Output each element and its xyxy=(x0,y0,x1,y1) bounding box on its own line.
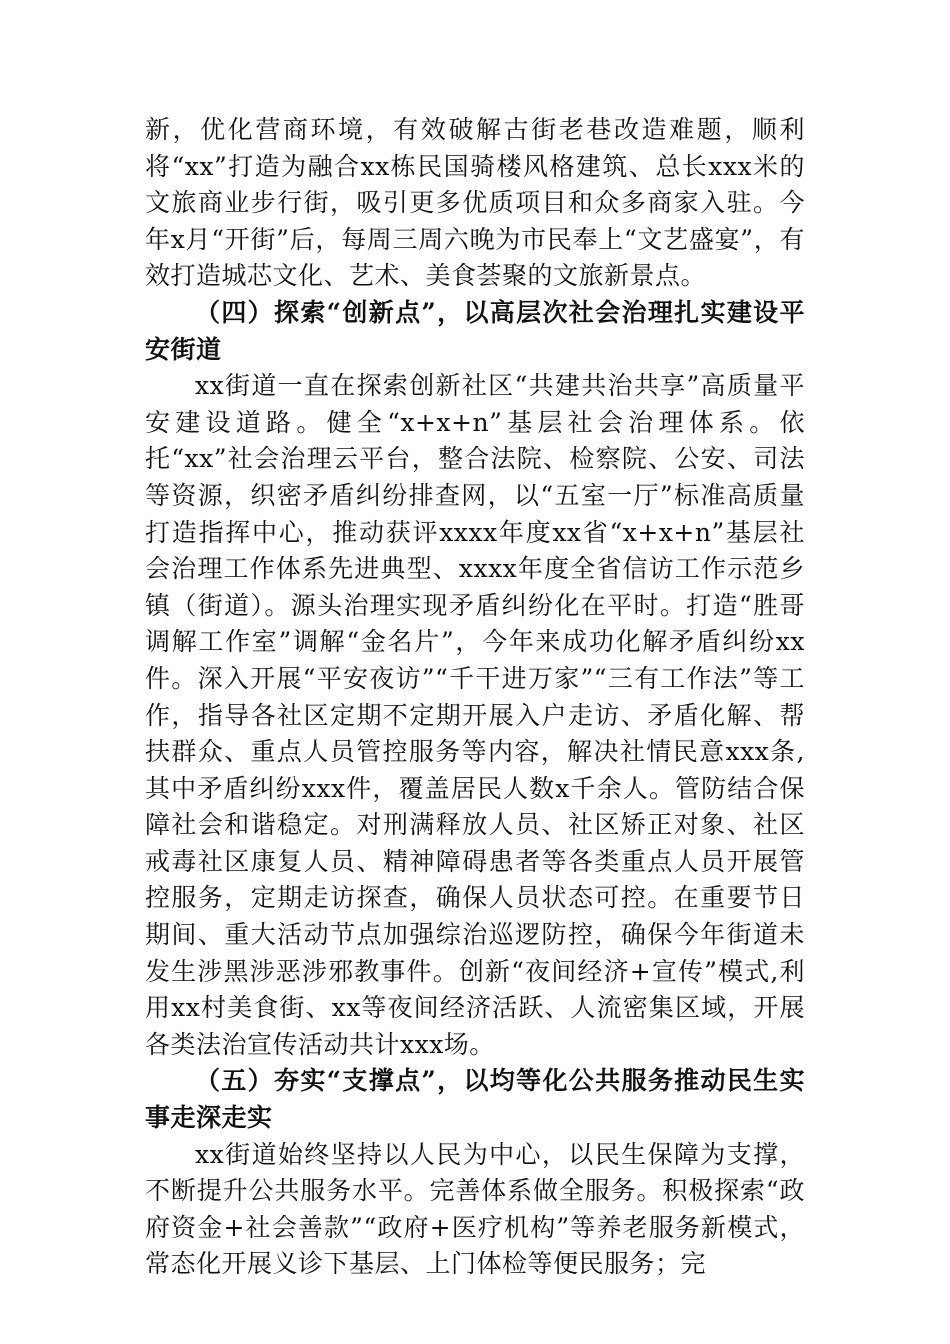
paragraph-section-5: xx街道始终坚持以人民为中心，以民生保障为支撑，不断提升公共服务水平。完善体系做全服务。积极探索“政府资金+社会善款”“政府+医疗机构”等养老服务新模式，常态化开展义诊下基层、上门体检等便民服务；完 xyxy=(145,1139,805,1279)
document-body xyxy=(145,112,805,1283)
paragraph-section-4: xx街道一直在探索创新社区“共建共治共享”高质量平安建设道路。健全“x+x+n”基层社会治理体系。依托“xx”社会治理云平台，整合法院、检察院、公安、司法等资源，织密矛盾纠纷排查网，以“五室一厅”标准高质量打造指挥中心，推动获评xxxx年度xx省“x+x+n”基层社会治理工作体系先进典型、xxxx年度全省信访工作示范乡镇（街道）。源头治理实现矛盾纠纷化在平时。打造“胜哥调解工作室”调解“金名片”，今年来成功化解矛盾纠纷xx件。深入开展“平安夜访”“千干进万家”“三有工作法”等工作，指导各社区定期不定期开展入户走访、矛盾化解、帮扶群众、重点人员管控服务等内容，解决社情民意xxx条,其中矛盾纠纷xxx件，覆盖居民人数x千余人。管防结合保障社会和谐稳定。对刑满释放人员、社区矫正对象、社区戒毒社区康复人员、精神障碍患者等各类重点人员开展管控服务，定期走访探查，确保人员状态可控。在重要节日期间、重大活动节点加强综治巡逻防控，确保今年街道未发生涉黑涉恶涉邪教事件。创新“夜间经济+宣传”模式,利用xx村美食街、xx等夜间经济活跃、人流密集区域，开展各类法治宣传活动共计xxx场。 xyxy=(145,371,805,1059)
section-heading-5: （五）夯实“支撑点”，以均等化公共服务推动民生实事走深走实 xyxy=(145,1066,805,1133)
paragraph-continued: 新，优化营商环境，有效破解古街老巷改造难题，顺利将“xx”打造为融合xx栋民国骑楼风格建筑、总长xxx米的文旅商业步行街，吸引更多优质项目和众多商家入驻。今年x月“开街”后，每周三周六晚为市民奉上“文艺盛宴”，有效打造城芯文化、艺术、美食荟聚的文旅新景点。 xyxy=(145,115,805,291)
section-heading-4: （四）探索“创新点”，以高层次社会治理扎实建设平安街道 xyxy=(145,297,805,364)
